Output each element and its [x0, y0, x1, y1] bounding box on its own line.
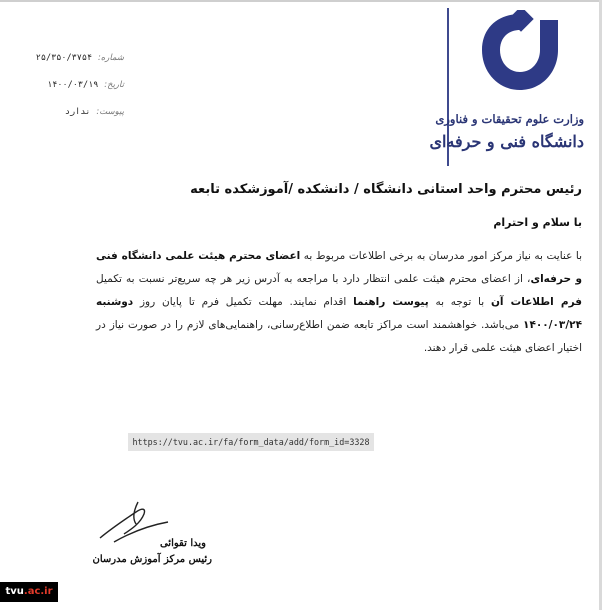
ministry-name: وزارت علوم تحقیقات و فناوری [435, 112, 584, 126]
letter-greeting: با سلام و احترام [493, 216, 582, 229]
letter-attachment [14, 104, 124, 120]
watermark-suffix: .ac.ir [23, 586, 53, 597]
top-border [0, 0, 602, 2]
date-value: ۱۴۰۰/۰۳/۱۹ [47, 80, 99, 90]
body-part-1: با عنایت به نیاز مرکز امور مدرسان به برخی اطلاعات مربوط به [300, 250, 582, 262]
body-part-3: با توجه به [428, 296, 491, 308]
body-bold-3: پیوست راهنما [353, 296, 429, 308]
site-watermark [0, 582, 58, 602]
letter-addressee: رئیس محترم واحد استانی دانشگاه / دانشکده /آموزشکده تابعه [190, 182, 582, 197]
body-part-5: می‌باشد. خواهشمند است مراکز تابعه ضمن اطلاع‌رسانی، راهنمایی‌های لازم را در صورت نیاز در اختیار اعضای هیئت علمی قرار دهند. [96, 319, 582, 354]
letter-date [14, 77, 124, 93]
attachment-value: ندارد [64, 107, 91, 117]
number-label: شماره: [97, 53, 124, 63]
body-part-2: ، از اعضای محترم هیئت علمی انتظار دارد با مراجعه به آدرس زیر هر چه سریع‌تر نسبت به تکمیل [96, 273, 531, 285]
body-bold-2: فرم اطلاعات آن [490, 296, 582, 308]
signer-title: رئیس مرکز آموزش مدرسان [92, 554, 212, 565]
date-label: تاریخ: [104, 80, 124, 90]
number-value: ۲۵/۳۵۰/۳۷۵۴ [35, 53, 93, 63]
attachment-label: پیوست: [96, 107, 124, 117]
university-name: دانشگاه فنی و حرفه‌ای [429, 132, 584, 151]
signer-name: ویدا تقوائی [159, 538, 206, 549]
letter-number [14, 50, 124, 66]
body-bold-4: دوشنبه ۱۴۰۰/۰۳/۲۴ [96, 296, 582, 331]
watermark-prefix: tvu [5, 586, 24, 597]
form-link[interactable]: https://tvu.ac.ir/fa/form_data/add/form_id=3328 [128, 433, 374, 451]
university-logo [476, 10, 564, 94]
letter-body [96, 245, 582, 360]
body-part-4: اقدام نمایند. مهلت تکمیل فرم تا پایان روز [133, 296, 354, 308]
letter-meta [14, 50, 124, 131]
body-bold-1: اعضای محترم هیئت علمی دانشگاه فنی و حرفه‌ای [96, 250, 583, 285]
